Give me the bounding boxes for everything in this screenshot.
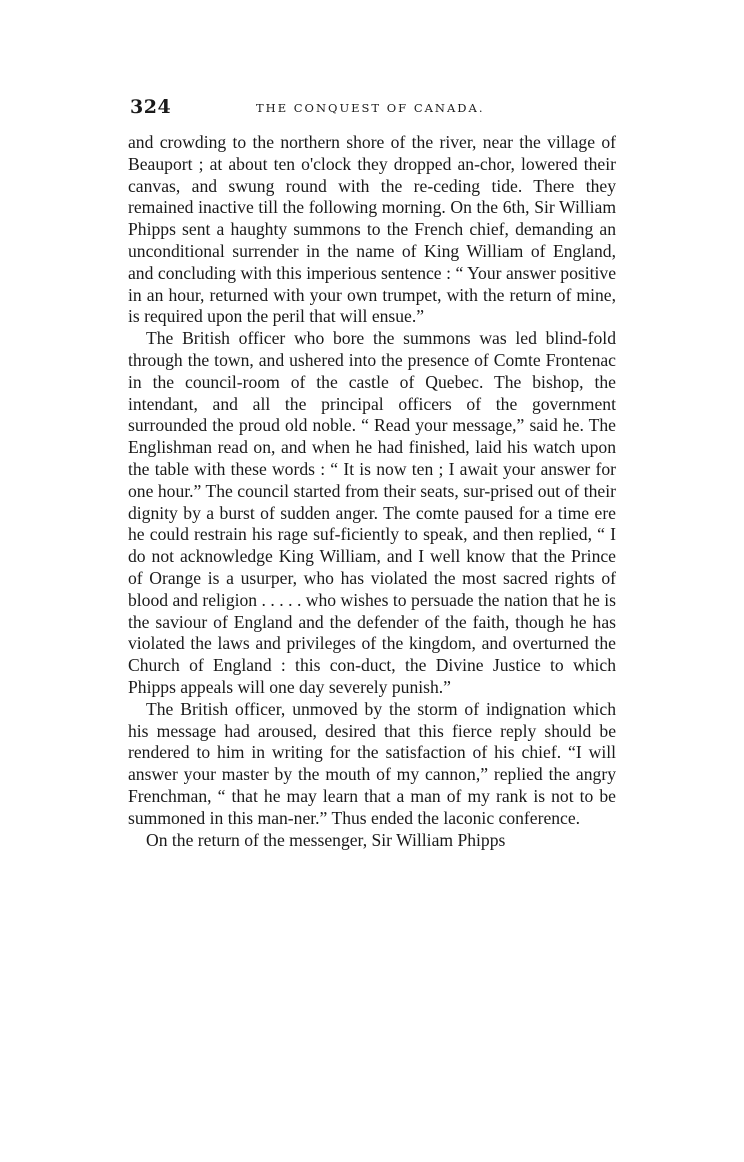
- paragraph: The British officer who bore the summons was led blind-fold through the town, and ushered into the presence of Comte Frontenac in the council-room of the castle of Quebec. The bishop, the intendant, and all the principal officers of the government surrounded the proud old noble. “ Read your message,” said he. The Englishman read on, and when he had finished, laid his watch upon the table with these words : “ It is now ten ; I await your answer for one hour.” The council started from their seats, sur-prised out of their dignity by a burst of sudden anger. The comte paused for a time ere he could restrain his rage suf-ficiently to speak, and then replied, “ I do not acknowledge King William, and I well know that the Prince of Orange is a usurper, who has violated the most sacred rights of blood and religion . . . . . who wishes to persuade the nation that he is the saviour of England and the defender of the faith, though he has violated the laws and privileges of the kingdom, and overturned the Church of England : this con-duct, the Divine Justice to which Phipps appeals will one day severely punish.”: [128, 328, 616, 697]
- book-page: [128, 96, 616, 851]
- page-number: 324: [130, 96, 172, 118]
- paragraph: and crowding to the northern shore of the river, near the village of Beauport ; at about ten o'clock they dropped an-chor, lowered their canvas, and swung round with the re-ceding tide. There they remained inactive till the following morning. On the 6th, Sir William Phipps sent a haughty summons to the French chief, demanding an unconditional surrender in the name of King William of England, and concluding with this imperious sentence : “ Your answer positive in an hour, returned with your own trumpet, with the return of mine, is required upon the peril that will ensue.”: [128, 132, 616, 327]
- paragraph: The British officer, unmoved by the storm of indignation which his message had aroused, desired that this fierce reply should be rendered to him in writing for the satisfaction of his chief. “I will answer your master by the mouth of my cannon,” replied the angry Frenchman, “ that he may learn that a man of my rank is not to be summoned in this man-ner.” Thus ended the laconic conference.: [128, 698, 616, 828]
- body-text: [128, 132, 616, 851]
- paragraph: On the return of the messenger, Sir William Phipps: [146, 829, 506, 850]
- running-title: THE CONQUEST OF CANADA.: [256, 101, 485, 115]
- page-header: [128, 96, 616, 122]
